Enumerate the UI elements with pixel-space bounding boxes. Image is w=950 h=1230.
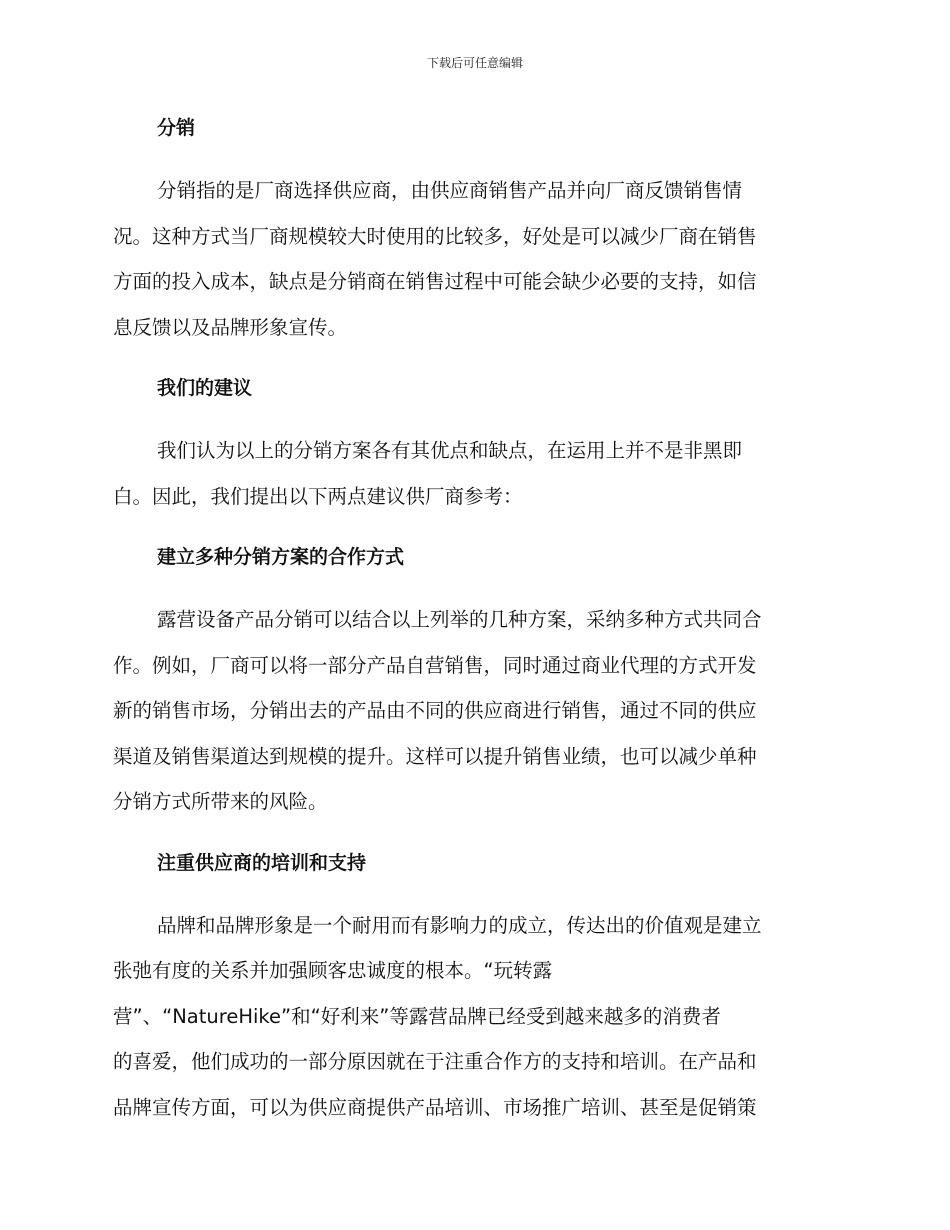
section-heading: 注重供应商的培训和支持	[157, 851, 367, 874]
paragraph-line: 露营设备产品分销可以结合以上列举的几种方案，采纳多种方式共同合	[157, 608, 762, 631]
paragraph-line: 渠道及销售渠道达到规模的提升。这样可以提升销售业绩，也可以减少单种	[113, 744, 757, 768]
paragraph-line: 息反馈以及品牌形象宣传。	[113, 315, 348, 339]
paragraph-line: 方面的投入成本，缺点是分销商在销售过程中可能会缺少必要的支持，如信	[113, 270, 757, 293]
paragraph-line: 分销指的是厂商选择供应商，由供应商销售产品并向厂商反馈销售情	[157, 179, 743, 202]
section-heading: 建立多种分销方案的合作方式	[157, 546, 405, 568]
section-paragraph	[113, 428, 838, 519]
paragraph-line: 新的销售市场，分销出去的产品由不同的供应商进行销售，通过不同的供应	[113, 699, 757, 722]
paragraph-line: 营”、“NatureHike”和“好利来”等露营品牌已经受到越来越多的消费者	[113, 1004, 721, 1028]
section-heading: 我们的建议	[157, 377, 253, 399]
paragraph-line: 我们认为以上的分销方案各有其优点和缺点，在运用上并不是非黑即	[157, 439, 743, 462]
paragraph-line: 品牌宣传方面，可以为供应商提供产品培训、市场推广培训、甚至是促销策	[113, 1095, 757, 1119]
paragraph-line: 况。这种方式当厂商规模较大时使用的比较多，好处是可以减少厂商在销售	[113, 224, 757, 248]
paragraph-line: 的喜爱，他们成功的一部分原因就在于注重合作方的支持和培训。在产品和	[113, 1050, 757, 1073]
paragraph-line: 分销方式所带来的风险。	[113, 790, 328, 813]
page-header: 下载后可任意编辑	[426, 56, 523, 70]
section-paragraph	[113, 597, 838, 825]
paragraph-line: 作。例如，厂商可以将一部分产品自营销售，同时通过商业代理的方式开发	[113, 653, 757, 677]
section-paragraph	[113, 903, 838, 1131]
document-body	[113, 112, 838, 1130]
paragraph-line: 张弛有度的关系并加强顾客忠诚度的根本。“玩转露	[113, 959, 553, 982]
section-paragraph	[113, 168, 838, 350]
section-heading: 分销	[157, 117, 196, 139]
paragraph-line: 白。因此，我们提出以下两点建议供厂商参考：	[113, 484, 523, 508]
paragraph-line: 品牌和品牌形象是一个耐用而有影响力的成立，传达出的价值观是建立	[157, 913, 762, 937]
